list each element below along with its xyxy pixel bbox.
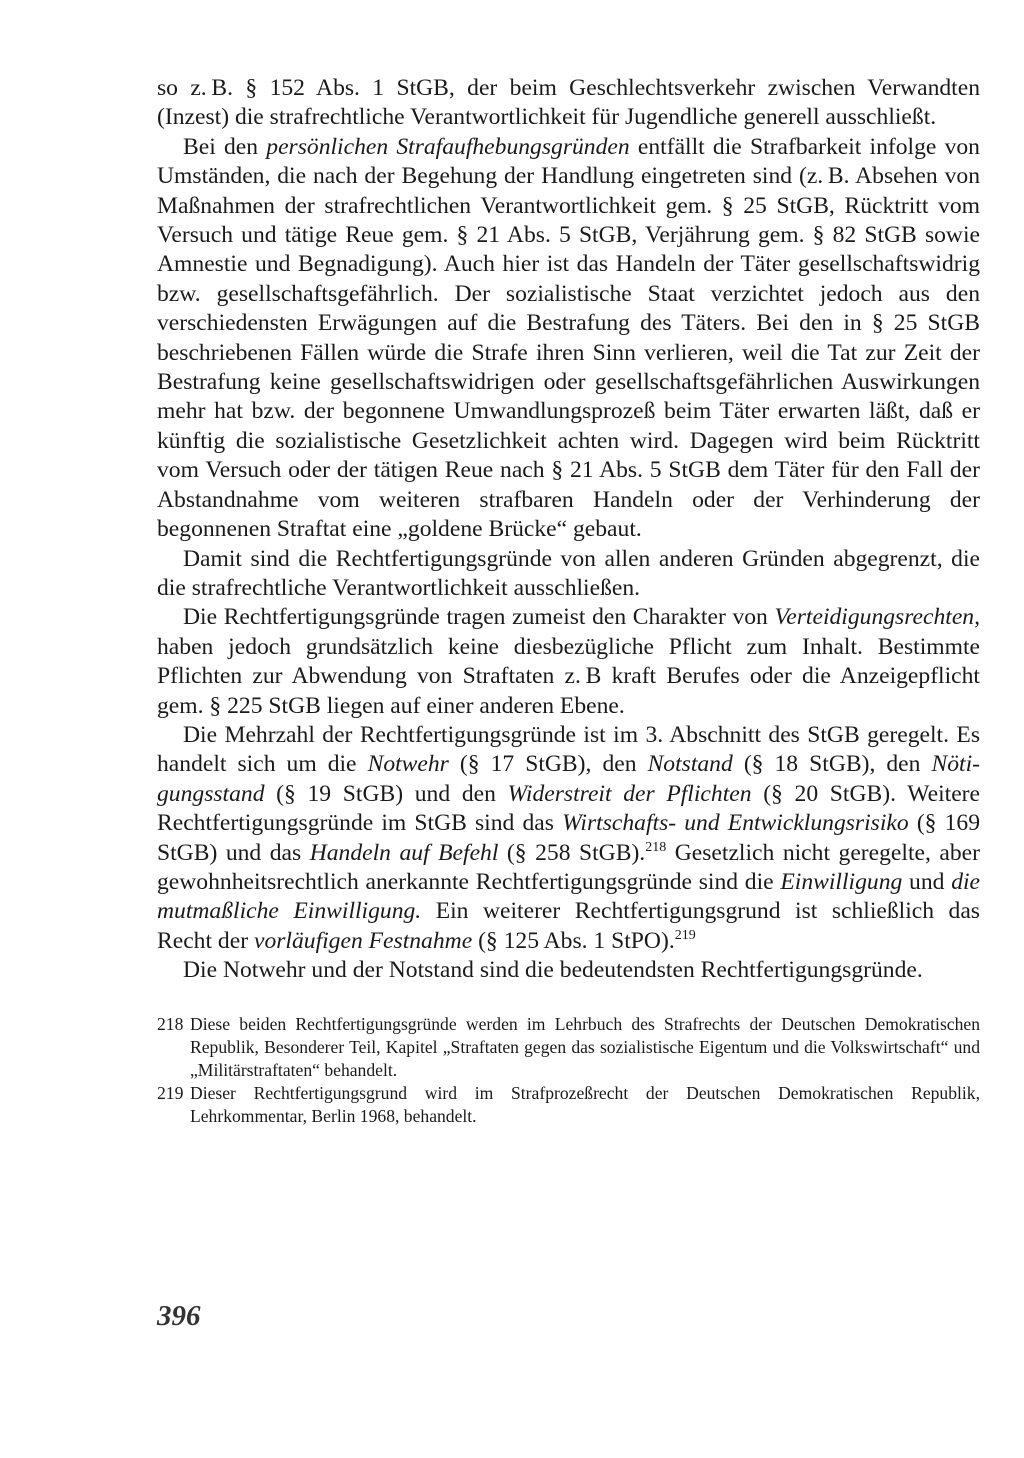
text-run: Die Mehrzahl der Rechtfertigungsgründe ist im 3. Abschnitt des StGB geregelt. Es handelt sich um die xyxy=(157,721,980,778)
text-run: entfällt die Strafbarkeit infolge von Umständen, die nach der Begehung der Handlung eingetreten sind (z. B. Absehen von Maßnahmen der strafrechtlichen Verantwortlichkeit gem. § 25 StGB, Rücktritt vom Versuch und tätige Reue gem. § 21 Abs. 5 StGB, Verjährung gem. § 82 StGB sowie Amnestie und Begnadigung). Auch hier ist das Handeln der Täter gesellschaftswidrig bzw. gesellschaftsgefährlich. Der sozialistische Staat verzichtet jedoch aus den verschiedensten Erwägungen auf die Bestrafung des Täters. Bei den in § 25 StGB beschriebenen Fällen würde die Strafe ihren Sinn verlieren, weil die Tat zur Zeit der Bestrafung keine gesellschaftswidrigen oder gesellschaftsgefährlichen Auswirkungen mehr hat bzw. der begonnene Umwandlungsprozeß beim Täter erwarten läßt, daß er künftig die sozialistische Gesetzlichkeit achten wird. Dagegen wird beim Rücktritt vom Versuch oder der tätigen Reue nach § 21 Abs. 5 StGB dem Täter für den Fall der Abstandnahme vom weiteren strafbaren Handeln oder der Verhinderung der begonnenen Straftat eine „goldene Brücke“ gebaut. xyxy=(157,133,980,543)
text-run: (§ 125 Abs. 1 StPO). xyxy=(472,927,675,954)
italic-term: die mutmaßliche Einwilligung. xyxy=(157,868,981,925)
text-run: Die Notwehr und der Notstand sind die bedeutendsten Rechtfertigungsgründe. xyxy=(183,957,923,984)
paragraph-2 xyxy=(157,133,980,545)
footnote-number: 218 xyxy=(157,1014,184,1034)
footnote-reference: 219 xyxy=(674,927,696,943)
text-run: Damit sind die Rechtfertigungsgründe von allen anderen Gründen abgegrenzt, die die strafrechtliche Verantwortlichkeit ausschließen. xyxy=(157,545,980,601)
text-run: und xyxy=(902,868,952,895)
text-run: Bei den xyxy=(183,133,267,160)
paragraph-4 xyxy=(157,603,980,721)
italic-term: persönlichen Strafaufhebungsgründen xyxy=(266,133,630,160)
footnotes xyxy=(157,1013,980,1128)
italic-term: Notwehr xyxy=(367,751,449,778)
italic-term: Einwilligung xyxy=(780,868,903,895)
italic-term: Handeln auf Befehl xyxy=(309,839,499,866)
text-run: Gesetzlich nicht geregelte, aber gewohnheitsrechtlich anerkannte Rechtfertigungsgründe sind die xyxy=(157,839,980,895)
text-run: (§ 258 StGB). xyxy=(498,839,646,866)
italic-term: Verteidigungsrechten, xyxy=(774,604,980,631)
italic-term: Nötigungsstand xyxy=(157,751,980,807)
paragraph-3 xyxy=(157,545,980,604)
text-run: so z. B. § 152 Abs. 1 StGB, der beim Geschlechtsverkehr zwischen Verwandten (Inzest) die strafrechtliche Verantwortlichkeit für Jugendliche generell ausschließt. xyxy=(157,75,980,131)
footnote-218 xyxy=(157,1013,980,1082)
text-run: (§ 18 StGB), den xyxy=(732,751,932,778)
italic-term: Wirtschafts- und Entwicklungsrisiko xyxy=(562,810,909,837)
footnote-219 xyxy=(157,1082,980,1128)
footnote-number: 219 xyxy=(157,1083,184,1103)
italic-term: Notstand xyxy=(647,751,733,778)
italic-term: Widerstreit der Pflichten xyxy=(507,780,752,807)
text-run: (§ 19 StGB) und den xyxy=(264,780,508,807)
text-run: (§ 20 StGB). Weitere Rechtfertigungsgründe im StGB sind das xyxy=(157,780,980,837)
page-number: 396 xyxy=(157,1300,201,1332)
body-text xyxy=(157,74,980,986)
text-run: Ein weiterer Rechtfertigungsgrund ist schließlich das Recht der xyxy=(157,898,980,954)
paragraph-6 xyxy=(157,956,980,985)
footnote-text: Dieser Rechtfertigungsgrund wird im Strafprozeßrecht der Deutschen Demokratischen Republik, Lehrkommentar, Berlin 1968, behandelt. xyxy=(190,1083,980,1126)
text-run: (§ 17 StGB), den xyxy=(448,751,648,778)
footnote-text: Diese beiden Rechtfertigungsgründe werden im Lehrbuch des Strafrechts der Deutschen Demokratischen Republik, Besonderer Teil, Kapitel „Straftaten gegen das sozialistische Eigentum und die Volkswirtschaft“ und „Militärstraftaten“ behandelt. xyxy=(190,1014,980,1080)
text-run: haben jedoch grundsätzlich keine diesbezügliche Pflicht zum Inhalt. Bestimmte Pflichten zur Abwendung von Straftaten z. B kraft Berufes oder die Anzeigepflicht gem. § 225 StGB liegen auf einer anderen Ebene. xyxy=(157,633,980,719)
text-run: (§ 169 StGB) und das xyxy=(157,810,980,866)
footnote-reference: 218 xyxy=(645,839,667,855)
italic-term: vorläufigen Festnahme xyxy=(253,927,473,954)
text-run: Die Rechtfertigungsgründe tragen zumeist den Charakter von xyxy=(183,604,775,631)
paragraph-5 xyxy=(157,721,980,956)
paragraph-1 xyxy=(157,74,980,133)
